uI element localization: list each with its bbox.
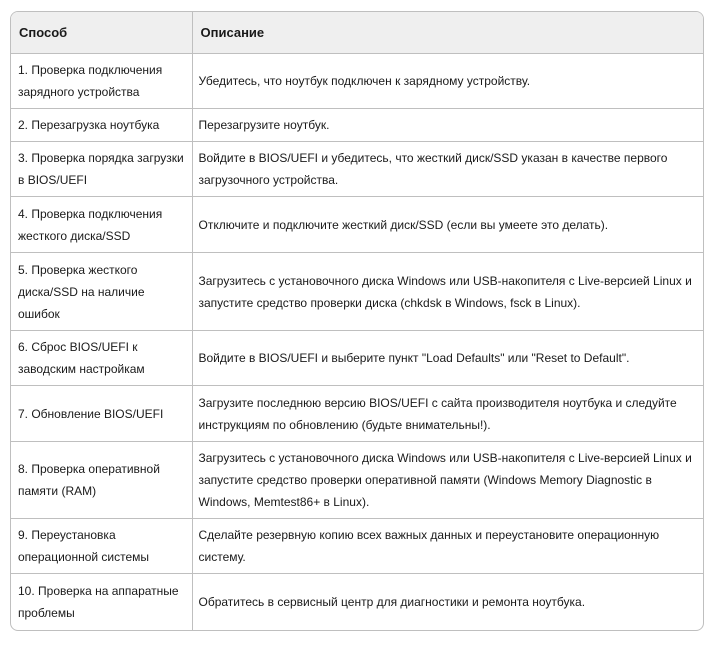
table-row — [11, 331, 703, 386]
description-cell: Убедитесь, что ноутбук подключен к зарядному устройству. — [192, 54, 703, 109]
description-cell: Войдите в BIOS/UEFI и убедитесь, что жесткий диск/SSD указан в качестве первого загрузочного устройства. — [192, 142, 703, 197]
column-header-description: Описание — [192, 12, 703, 54]
table-row — [11, 253, 703, 331]
troubleshooting-table — [10, 11, 704, 631]
description-cell: Загрузите последнюю версию BIOS/UEFI с сайта производителя ноутбука и следуйте инструкциям по обновлению (будьте внимательны!). — [192, 386, 703, 442]
table-row — [11, 197, 703, 253]
table-row — [11, 519, 703, 574]
method-cell: 6. Сброс BIOS/UEFI к заводским настройкам — [11, 331, 192, 386]
table-row — [11, 142, 703, 197]
method-cell: 2. Перезагрузка ноутбука — [11, 109, 192, 142]
method-cell: 8. Проверка оперативной памяти (RAM) — [11, 442, 192, 519]
method-cell: 10. Проверка на аппаратные проблемы — [11, 574, 192, 630]
table-row — [11, 574, 703, 630]
description-cell: Загрузитесь с установочного диска Windows или USB-накопителя с Live-версией Linux и запустите средство проверки оперативной памяти (Windows Memory Diagnostic в Windows, Memtest86+ в Linux). — [192, 442, 703, 519]
method-cell: 7. Обновление BIOS/UEFI — [11, 386, 192, 442]
table-row — [11, 386, 703, 442]
description-cell: Загрузитесь с установочного диска Windows или USB-накопителя с Live-версией Linux и запустите средство проверки диска (chkdsk в Windows, fsck в Linux). — [192, 253, 703, 331]
table-row — [11, 54, 703, 109]
methods-table — [11, 12, 703, 630]
description-cell: Перезагрузите ноутбук. — [192, 109, 703, 142]
method-cell: 4. Проверка подключения жесткого диска/SSD — [11, 197, 192, 253]
method-cell: 3. Проверка порядка загрузки в BIOS/UEFI — [11, 142, 192, 197]
method-cell: 9. Переустановка операционной системы — [11, 519, 192, 574]
table-header-row — [11, 12, 703, 54]
description-cell: Обратитесь в сервисный центр для диагностики и ремонта ноутбука. — [198, 594, 586, 609]
table-row — [11, 109, 703, 142]
column-header-method: Способ — [11, 12, 192, 54]
method-cell: 5. Проверка жесткого диска/SSD на наличие ошибок — [11, 253, 192, 331]
description-cell: Сделайте резервную копию всех важных данных и переустановите операционную систему. — [192, 519, 703, 574]
table-row — [11, 442, 703, 519]
method-cell: 1. Проверка подключения зарядного устройства — [11, 54, 192, 109]
description-cell: Отключите и подключите жесткий диск/SSD (если вы умеете это делать). — [192, 197, 703, 253]
description-cell: Войдите в BIOS/UEFI и выберите пункт "Load Defaults" или "Reset to Default". — [192, 331, 703, 386]
